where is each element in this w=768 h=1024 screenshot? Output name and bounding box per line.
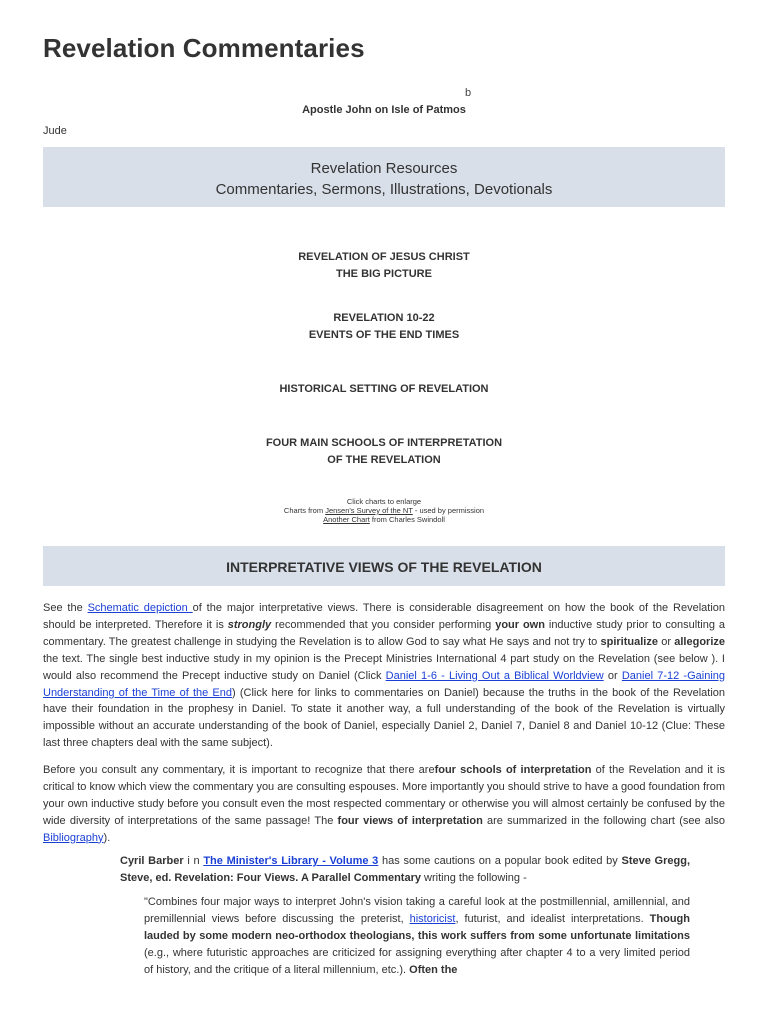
image-caption: Apostle John on Isle of Patmos	[302, 104, 466, 116]
stray-mark: b	[465, 87, 472, 99]
chart-notes	[43, 497, 725, 524]
quote-emphasis-2: Often the	[409, 964, 458, 976]
emphasis-four-views: four views of interpretation	[337, 814, 483, 827]
schematic-depiction-link[interactable]: Schematic depiction	[87, 602, 193, 614]
jensen-survey-link[interactable]: Jensen's Survey of the NT	[325, 506, 413, 515]
charts-source-line	[43, 506, 725, 515]
historicist-link[interactable]: historicist	[409, 913, 456, 925]
chart-heading-line: FOUR MAIN SCHOOLS OF INTERPRETATION	[265, 437, 503, 449]
chart-heading-four-schools[interactable]	[43, 435, 725, 469]
chart-heading-line: OF THE REVELATION	[327, 454, 441, 466]
page-title: Revelation Commentaries	[43, 33, 365, 63]
emphasis-four-schools: four schools of interpretation	[434, 764, 592, 776]
banner-line-1: Revelation Resources	[310, 160, 458, 177]
charts-from-text: Charts from	[283, 506, 326, 515]
emphasis-spiritualize: spiritualize	[600, 635, 658, 648]
another-chart-line	[43, 515, 725, 524]
quote-emphasis-1: Though lauded by some modern neo-orthodox theologians, this work suffers from some unfortunate limitations	[144, 913, 690, 942]
chart-heading-line: REVELATION 10-22	[333, 312, 435, 324]
emphasis-strongly: strongly	[227, 618, 272, 631]
resources-banner	[43, 147, 725, 207]
author-name: Cyril Barber	[120, 855, 184, 867]
paragraph-four-schools: Before you consult any commentary, it is important to recognize that there arefour schools of interpretation of the Revelation and it is critical to know which view the commentary you are consulting espouses. More importantly you should strive to have a good foundation from your own inductive study before you consult even the most respected commentary or otherwise you will almost certainly be confused by the wide diversity of interpretations of the same passage! The four views of interpretation are summarized in the following chart (see also Bibliography).	[43, 764, 725, 844]
banner-line-2: Commentaries, Sermons, Illustrations, Devotionals	[215, 181, 553, 198]
daniel-1-6-link[interactable]: Daniel 1-6 - Living Out a Biblical Worldview	[385, 669, 604, 682]
chart-heading-line: REVELATION OF JESUS CHRIST	[298, 251, 470, 263]
chart-heading-historical-setting[interactable]	[43, 381, 725, 398]
emphasis-allegorize: allegorize	[674, 635, 725, 648]
emphasis-your-own: your own	[495, 618, 545, 631]
jude-label: Jude	[43, 125, 67, 137]
book-title: Steve Gregg, Steve, ed. Revelation: Four Views. A Parallel Commentary	[120, 855, 690, 884]
barber-citation: Cyril Barber i n The Minister's Library - Volume 3 has some cautions on a popular book edited by Steve Gregg, Steve, ed. Revelation: Four Views. A Parallel Commentary writing the following -	[120, 855, 690, 884]
paragraph-inductive-study: See the Schematic depiction of the major interpretative views. There is considerable disagreement on how the book of the Revelation should be interpreted. Therefore it is strongly recommended that you consider performing your own inductive study prior to consulting a commentary. The greatest challenge in studying the Revelation is to allow God to say what He says and not try to spiritualize or allegorize the text. The single best inductive study in my opinion is the Precept Ministries International 4 part study on the Revelation (see below ). I would also recommend the Precept inductive study on Daniel (Click Daniel 1-6 - Living Out a Biblical Worldview or Daniel 7-12 -Gaining Understanding of the Time of the End) (Click here for links to commentaries on Daniel) because the truths in the book of the Revelation have their foundation in the prophesy in Daniel. To state it another way, a full understanding of the book of the Revelation is virtually impossible without an accurate understanding of the book of Daniel, especially Daniel 2, Daniel 7, Daniel 8 and Daniel 10-12 (Clue: These last three chapters deal with the same subject).	[43, 602, 726, 750]
chart-heading-end-times[interactable]	[43, 310, 725, 344]
click-to-enlarge-note: Click charts to enlarge	[346, 497, 422, 506]
bibliography-link[interactable]: Bibliography	[43, 831, 104, 844]
chart-heading-line: HISTORICAL SETTING OF REVELATION	[279, 383, 489, 395]
swindoll-text: from Charles Swindoll	[369, 515, 445, 524]
barber-quote: "Combines four major ways to interpret John's vision taking a careful look at the postmillennial, amillennial, and premillennial views before discussing the preterist, historicist, futurist, and idealist interpretations. Though lauded by some modern neo-orthodox theologians, this work suffers from some unfortunate limitations (e.g., where futuristic approaches are criticized for assigning everything after chapter 4 to a very limited period of history, and the critique of a literal millennium, etc.). Often the	[144, 896, 690, 976]
another-chart-link[interactable]: Another Chart	[323, 515, 370, 524]
permission-text: - used by permission	[412, 506, 485, 515]
chart-heading-line: THE BIG PICTURE	[336, 268, 432, 280]
chart-heading-big-picture[interactable]	[43, 249, 725, 283]
interpretative-views-banner	[43, 546, 725, 586]
daniel-7-12-link[interactable]: Daniel 7-12 -Gaining Understanding of the Time of the End	[43, 669, 725, 699]
chart-heading-line: EVENTS OF THE END TIMES	[308, 329, 460, 341]
ministers-library-link[interactable]: The Minister's Library - Volume 3	[203, 855, 379, 867]
section-heading: INTERPRETATIVE VIEWS OF THE REVELATION	[226, 559, 542, 575]
